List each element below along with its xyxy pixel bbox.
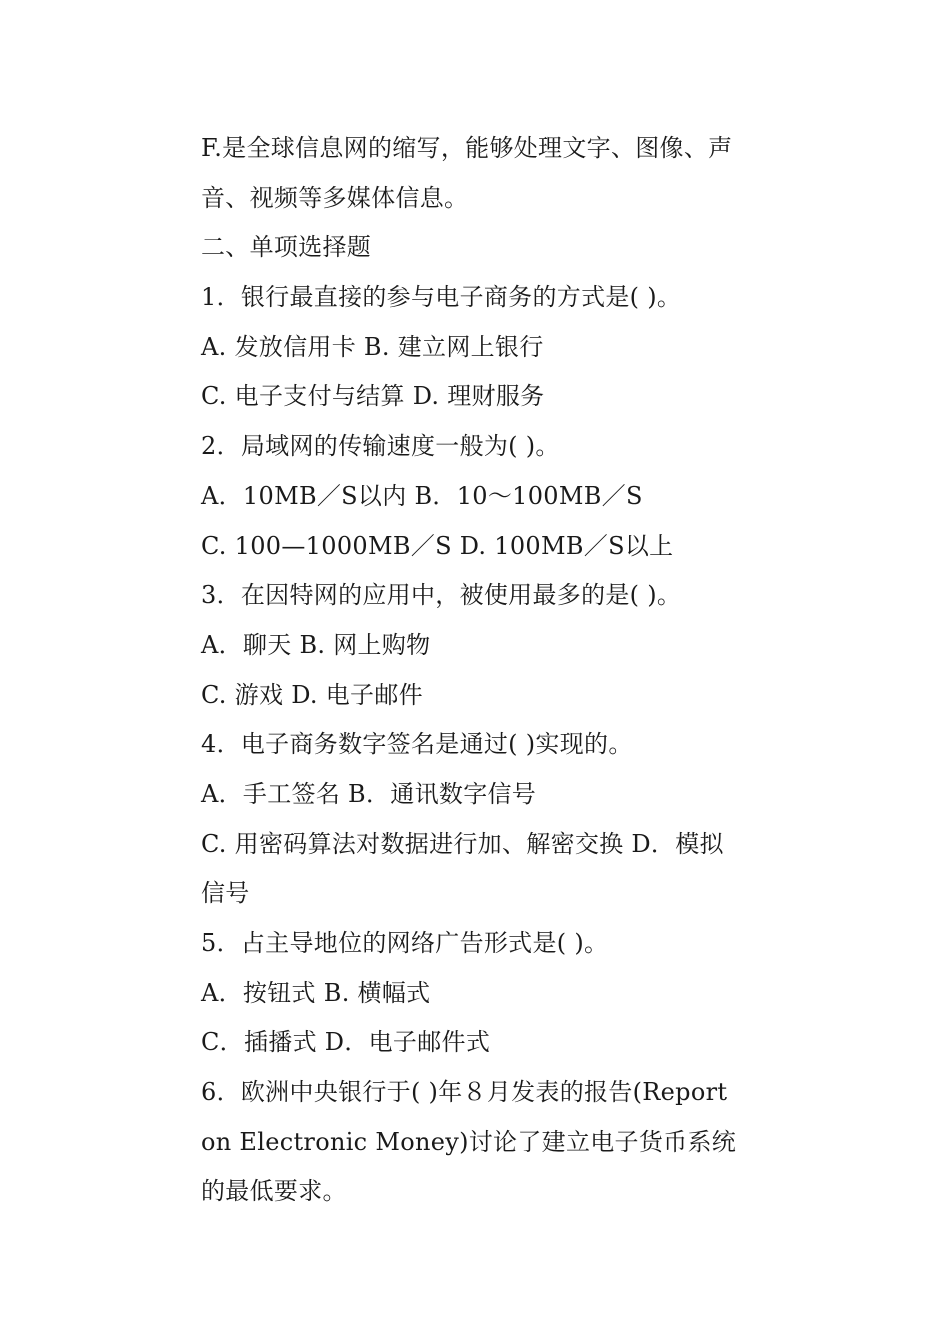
question-1-options-cd: C. 电子支付与结算 D. 理财服务 — [201, 382, 545, 411]
question-6: 6．欧洲中央银行于( )年８月发表的报告(Report — [201, 1078, 728, 1107]
question-3-options-cd: C. 游戏 D. 电子邮件 — [201, 680, 423, 709]
question-2: 2．局域网的传输速度一般为( )。 — [201, 432, 560, 461]
text-line: 音、视频等多媒体信息。 — [201, 183, 469, 212]
question-3: 3．在因特网的应用中，被使用最多的是( )。 — [201, 581, 682, 610]
section-heading: 二、单项选择题 — [201, 233, 372, 262]
document-body — [201, 124, 761, 1217]
question-4-options-cd-cont: 信号 — [201, 879, 250, 908]
question-1: 1．银行最直接的参与电子商务的方式是( )。 — [201, 283, 682, 312]
question-2-options-ab: A．10MB／S以内 B．10～100MB／S — [201, 481, 643, 510]
question-5: 5．占主导地位的网络广告形式是( )。 — [201, 929, 609, 957]
question-3-options-ab: A．聊天 B. 网上购物 — [201, 630, 431, 659]
text-line: F.是全球信息网的缩写，能够处理文字、图像、声 — [201, 134, 733, 162]
question-5-options-cd: C．插播式 D．电子邮件式 — [201, 1028, 491, 1057]
question-2-options-cd: C. 100—1000MB／S D. 100MB／S以上 — [201, 531, 674, 560]
question-6-cont: on Electronic Money)讨论了建立电子货币系统 — [201, 1127, 737, 1156]
question-5-options-ab: A．按钮式 B. 横幅式 — [201, 978, 431, 1007]
question-4-options-cd: C. 用密码算法对数据进行加、解密交换 D．模拟 — [201, 829, 724, 858]
question-6-cont-2: 的最低要求。 — [201, 1177, 347, 1206]
question-1-options-ab: A. 发放信用卡 B. 建立网上银行 — [201, 332, 544, 361]
question-4: 4．电子商务数字签名是通过( )实现的。 — [201, 730, 633, 759]
question-4-options-ab: A．手工签名 B．通讯数字信号 — [201, 779, 537, 808]
